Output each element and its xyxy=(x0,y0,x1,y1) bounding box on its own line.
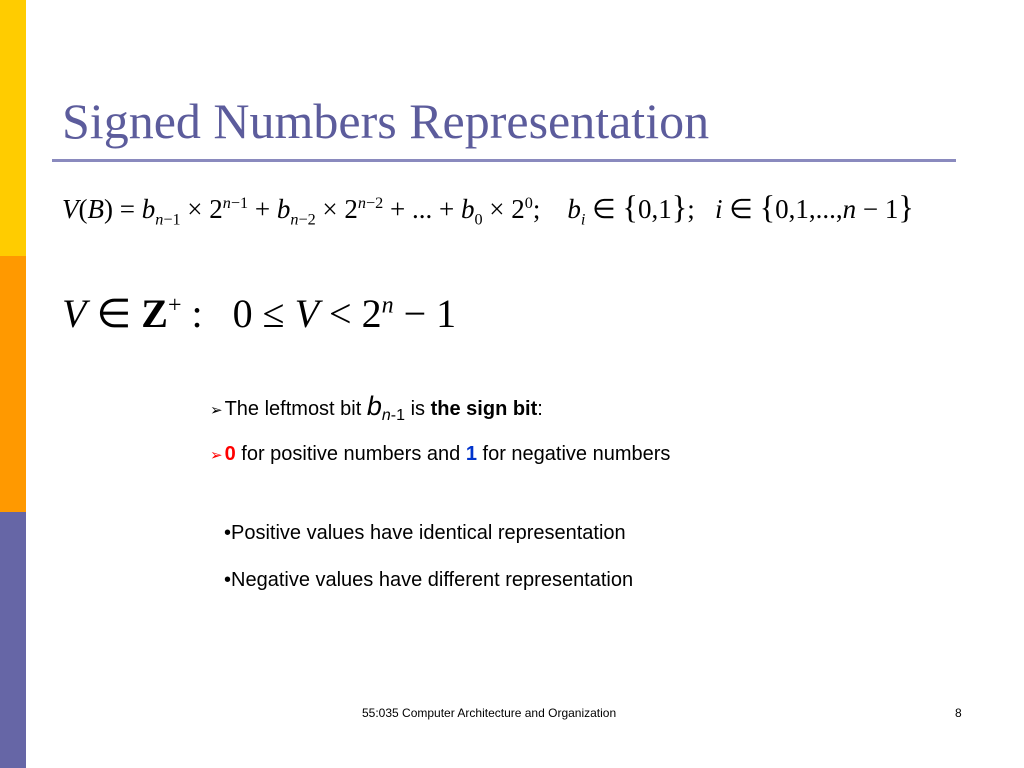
bullet-text-end: for negative numbers xyxy=(482,443,671,465)
bit-symbol-subscript-offset: -1 xyxy=(390,407,406,424)
bullet-text: for positive numbers and xyxy=(241,443,461,465)
equation-value-definition: $V(B) = b_{n-1} \times 2^{n-1} + b_{n-2} \times 2^{n-2}$ + ... + $b_0 \times 2^0$; $b_i$ ∈ {0,1}; i ∈ {0,1,...,n − 1} xyxy=(62,190,914,229)
sidebar-accent xyxy=(0,0,26,768)
arrow-bullet-icon: ➢ xyxy=(210,447,223,464)
sub-bullet-positive: •Positive values have identical representation xyxy=(224,522,626,544)
bullet-text: The leftmost bit xyxy=(224,398,362,420)
title-underline xyxy=(52,159,956,162)
sidebar-segment-bottom xyxy=(0,512,26,768)
zero-value: 0 xyxy=(224,443,236,465)
equation-range: V ∈ Z+ : $0 \le V < 2^n - 1$ xyxy=(62,291,457,336)
bullet-colon: : xyxy=(537,398,543,420)
bit-symbol-subscript: n xyxy=(381,407,391,424)
bit-symbol: b xyxy=(366,391,382,421)
arrow-bullet-icon: ➢ xyxy=(210,402,223,419)
sidebar-segment-top xyxy=(0,0,26,256)
one-value: 1 xyxy=(465,443,477,465)
sidebar-segment-middle xyxy=(0,256,26,512)
footer-course-name: 55:035 Computer Architecture and Organization xyxy=(362,706,617,720)
bullet-text-is: is xyxy=(410,398,426,420)
sub-bullet-negative: •Negative values have different representation xyxy=(224,569,634,591)
bullet-sign-bit xyxy=(210,392,543,430)
slide-title: Signed Numbers Representation xyxy=(62,93,710,149)
sign-bit-emphasis: the sign bit xyxy=(430,398,538,420)
bullet-zero-one xyxy=(210,440,670,470)
page-number: 8 xyxy=(955,706,962,720)
